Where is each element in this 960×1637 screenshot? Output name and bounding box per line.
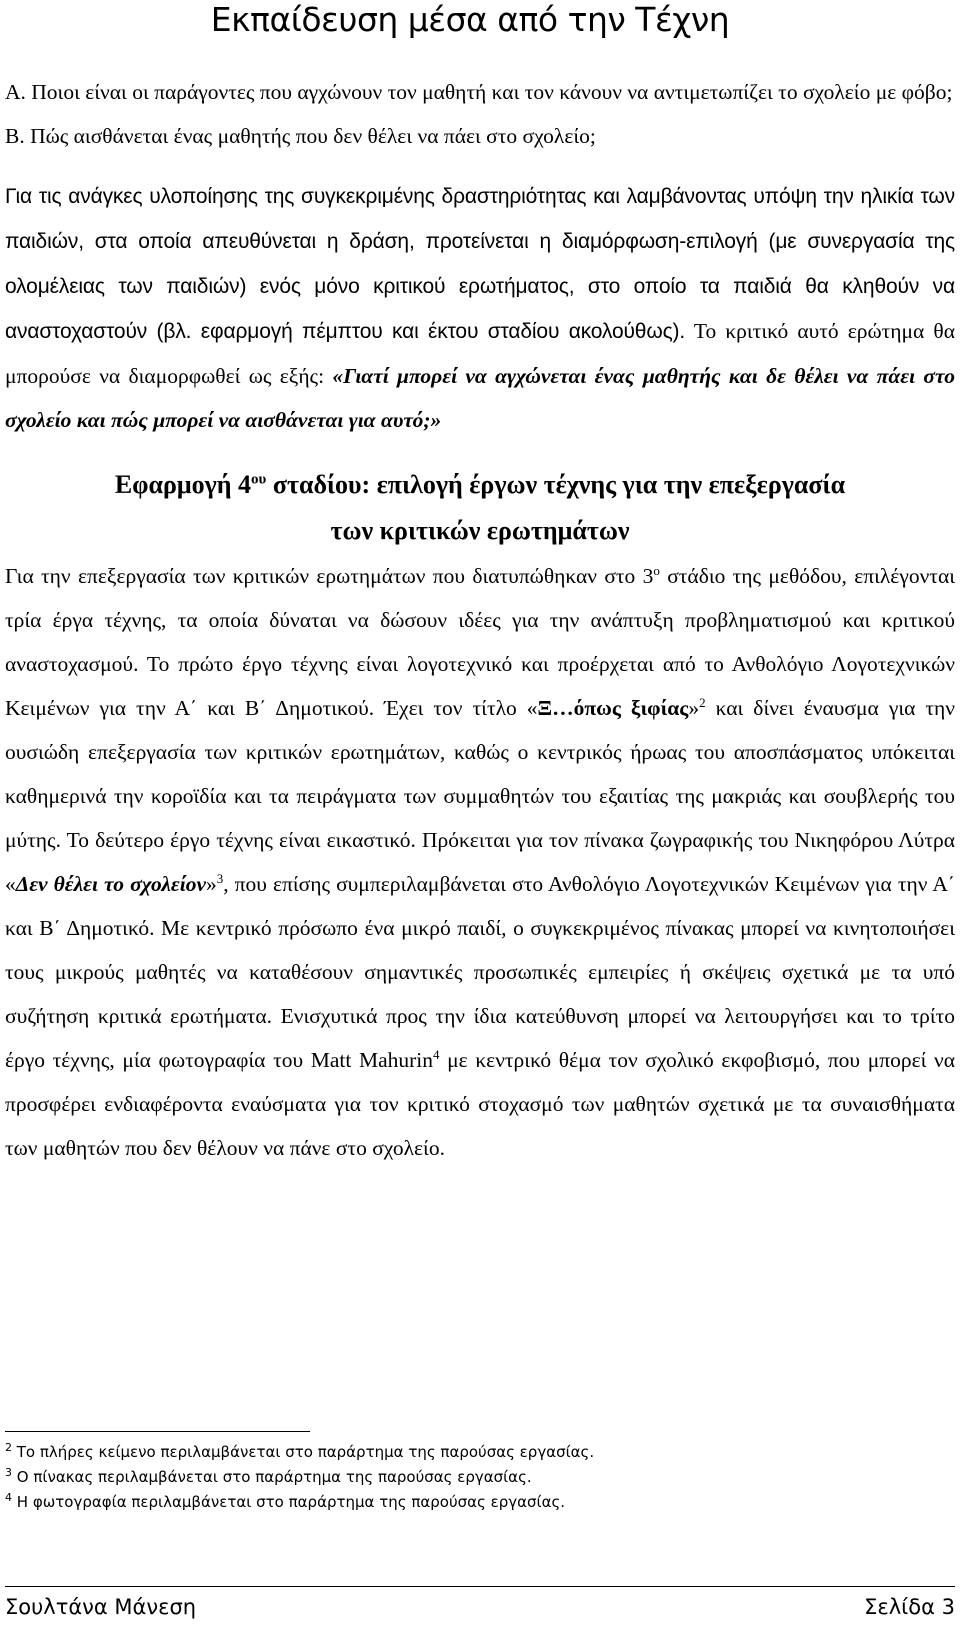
heading-part1: Εφαρμογή 4 xyxy=(114,470,252,499)
paragraph-intro xyxy=(5,174,955,442)
heading-sup: ου xyxy=(251,471,267,488)
para2-t7: με κεντρικό θέμα τον σχολικό εκφοβισμό, που μπορεί να προσφέρει ενδιαφέροντα εναύσματα για τον κριτικό στοχασμό των μαθητών σχετικά με τα συναισθήματα των μαθητών που δεν θέλουν να πάνε στο σχολείο. xyxy=(5,1048,955,1160)
heading-part2: σταδίου: επιλογή έργων τέχνης για την επεξεργασία xyxy=(266,470,846,499)
footnotes xyxy=(5,1440,955,1515)
page-header: Εκπαίδευση μέσα από την Τέχνη xyxy=(210,0,730,39)
footnote-separator xyxy=(5,1431,310,1432)
paragraph-artworks xyxy=(5,554,955,1170)
footer-page-number: Σελίδα 3 xyxy=(864,1595,955,1619)
footnote-3 xyxy=(5,1465,955,1490)
footnote-num: 2 xyxy=(5,1441,12,1454)
para2-t1: Για την επεξεργασία των κριτικών ερωτημάτων που διατυπώθηκαν στο 3 xyxy=(5,564,654,588)
footnote-2 xyxy=(5,1440,955,1465)
para2-t5: » xyxy=(206,872,217,896)
footnote-ref-3: 3 xyxy=(216,870,224,886)
question-a: Α. Ποιοι είναι οι παράγοντες που αγχώνουν τον μαθητή και τον κάνουν να αντιμετωπίζει το σχολείο με φόβο; xyxy=(5,80,953,104)
para2-t6: , που επίσης συμπεριλαμβάνεται στο Ανθολόγιο Λογοτεχνικών Κειμένων για την Α΄ και Β΄ Δημοτικό. Με κεντρικό πρόσωπο ένα μικρό παιδί, ο συγκεκριμένος πίνακας μπορεί να κινητοποιήσει τους μικρούς μαθητές να καταθέσουν σημαντικές προσωπικές εμπειρίες ή σκέψεις σχετικά με τα υπό συζήτηση κριτικά ερωτήματα. Ενισχυτικά προς την ίδια κατεύθυνση μπορεί να λειτουργήσει και το τρίτο έργο τέχνης, μία φωτογραφία του Matt Mahurin xyxy=(5,872,956,1072)
page-footer xyxy=(5,1592,955,1622)
footnote-text: Το πλήρες κείμενο περιλαμβάνεται στο παράρτημα της παρούσας εργασίας. xyxy=(12,1443,595,1461)
section-heading xyxy=(5,462,955,554)
footnote-num: 4 xyxy=(5,1491,12,1504)
critical-question: «Γιατί μπορεί να αγχώνεται ένας μαθητής και δε θέλει να πάει στο σχολείο και πώς μπορεί να αισθάνεται για αυτό;» xyxy=(5,364,955,432)
para2-t4: και δίνει έναυσμα για την ουσιώδη επεξεργασία των κριτικών ερωτημάτων, καθώς ο κεντρικός ήρωας του αποσπάσματος υπόκειται καθημερινά την κοροϊδία και τα πειράγματα των συμμαθητών του εξαιτίας της μακριάς και σουβλερής του μύτης. Το δεύτερο έργο τέχνης είναι εικαστικό. Πρόκειται για τον πίνακα ζωγραφικής του Νικηφόρου Λύτρα « xyxy=(5,696,955,896)
footer-author: Σουλτάνα Μάνεση xyxy=(5,1595,197,1619)
para2-t2: στάδιο της μεθόδου, επιλέγονται τρία έργα τέχνης, τα οποία δύναται να δώσουν ιδέες για την ανάπτυξη προβληματισμού και κριτικού αναστοχασμού. Το πρώτο έργο τέχνης είναι λογοτεχνικό και προέρχεται από το Ανθολόγιο Λογοτεχνικών Κειμένων για την Α΄ και Β΄ Δημοτικού. Έχει τον τίτλο « xyxy=(5,564,955,720)
footnote-text: Η φωτογραφία περιλαμβάνεται στο παράρτημα της παρούσας εργασίας. xyxy=(12,1493,566,1511)
paragraph-intro-text2: Το κριτικό αυτό ερώτημα θα μπορούσε να διαμορφωθεί ως εξής: xyxy=(5,319,955,388)
paragraph-intro-text: Για τις ανάγκες υλοποίησης της συγκεκριμένης δραστηριότητας και λαμβάνοντας υπόψη την ηλικία των παιδιών, στα οποία απευθύνεται η δράση, προτείνεται η διαμόρφωση-επιλογή (με συνεργασία της ολομέλειας των παιδιών) ενός μόνο κριτικού ερωτήματος, στο οποίο τα παιδιά θα κληθούν να αναστοχαστούν (βλ. εφαρμογή πέμπτου και έκτου σταδίου ακολούθως). xyxy=(5,185,955,343)
footnote-num: 3 xyxy=(5,1466,12,1479)
artwork-title-1: Ξ…όπως ξιφίας xyxy=(537,696,689,720)
para2-sup1: ο xyxy=(653,562,660,578)
section-heading-line1 xyxy=(5,462,955,508)
footnote-text: Ο πίνακας περιλαμβάνεται στο παράρτημα της παρούσας εργασίας. xyxy=(12,1468,532,1486)
footnote-4 xyxy=(5,1490,955,1515)
footer-rule xyxy=(5,1586,955,1587)
body-text xyxy=(5,70,955,1170)
artwork-title-2: Δεν θέλει το σχολείον xyxy=(15,872,206,896)
spacer xyxy=(5,158,955,174)
footnote-ref-2: 2 xyxy=(699,694,706,710)
footnote-ref-4: 4 xyxy=(433,1046,440,1062)
section-heading-line2: των κριτικών ερωτημάτων xyxy=(330,516,630,545)
para2-t3: » xyxy=(688,696,700,720)
question-b: Β. Πώς αισθάνεται ένας μαθητής που δεν θέλει να πάει στο σχολείο; xyxy=(5,124,596,148)
